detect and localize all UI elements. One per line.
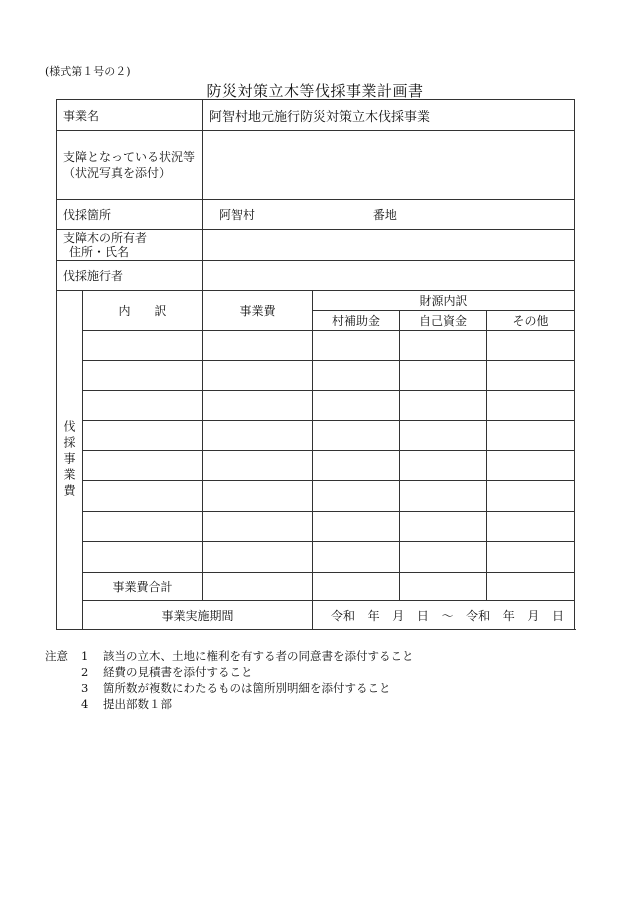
situation-label [57, 131, 203, 200]
cost-cell[interactable] [487, 451, 575, 481]
cost-cell[interactable] [400, 391, 487, 421]
cost-cell[interactable] [487, 542, 575, 573]
form-number-label: (様式第１号の２) [45, 65, 131, 78]
contractor-row [57, 261, 575, 291]
total-label: 事業費合計 [83, 573, 203, 601]
location-row [57, 200, 575, 230]
total-subsidy-cell[interactable] [313, 573, 400, 601]
cost-cell[interactable] [487, 421, 575, 451]
period-end-year: 年 [502, 608, 515, 623]
cost-cell[interactable] [83, 391, 203, 421]
project-name-value[interactable]: 阿智村地元施行防災対策立木伐採事業 [203, 100, 575, 131]
cost-cell[interactable] [83, 361, 203, 391]
cost-row [57, 361, 575, 391]
cost-cell[interactable] [400, 361, 487, 391]
cost-cell[interactable] [203, 391, 313, 421]
cost-cell[interactable] [203, 481, 313, 512]
situation-label-line2: （状況写真を添付） [63, 166, 172, 180]
period-start-era: 令和 [331, 608, 356, 623]
situation-label-line1: 支障となっている状況等 [63, 150, 196, 164]
location-village: 阿智村 [219, 208, 256, 222]
notes-section [45, 648, 414, 712]
owner-label-line1: 支障木の所有者 [63, 231, 148, 245]
cost-cell[interactable] [313, 481, 400, 512]
subsidy-header: 村補助金 [313, 311, 400, 331]
cost-row [57, 542, 575, 573]
cost-cell[interactable] [487, 391, 575, 421]
cost-cell[interactable] [203, 331, 313, 361]
cost-cell[interactable] [203, 361, 313, 391]
note-text: 該当の立木、土地に権利を有する者の同意書を添付すること [103, 649, 414, 663]
other-header: その他 [487, 311, 575, 331]
cost-cell[interactable] [400, 542, 487, 573]
cost-cell[interactable] [203, 421, 313, 451]
cost-cell[interactable] [487, 512, 575, 542]
notes-heading: 注意 [45, 649, 68, 663]
period-start-month: 月 [392, 608, 405, 623]
period-tilde: 〜 [441, 608, 454, 623]
cost-side-label: 伐採事業費 [57, 291, 83, 630]
situation-value[interactable] [203, 131, 575, 200]
plan-form-table [56, 99, 575, 630]
cost-cell[interactable] [313, 391, 400, 421]
cost-row [57, 421, 575, 451]
cost-cell[interactable] [313, 361, 400, 391]
period-start-day: 日 [416, 608, 429, 623]
cost-cell[interactable] [400, 421, 487, 451]
project-name-row [57, 100, 575, 131]
total-cost-cell[interactable] [203, 573, 313, 601]
cost-cell[interactable] [400, 481, 487, 512]
project-name-label: 事業名 [57, 100, 203, 131]
cost-cell[interactable] [487, 481, 575, 512]
cost-cell[interactable] [83, 421, 203, 451]
note-number: 1 [81, 649, 89, 663]
period-end-era: 令和 [466, 608, 491, 623]
owner-row [57, 230, 575, 261]
location-value[interactable] [203, 200, 575, 230]
period-end-month: 月 [527, 608, 540, 623]
note-number: 4 [81, 697, 89, 711]
cost-row [57, 391, 575, 421]
note-number: 3 [81, 681, 89, 695]
cost-row [57, 331, 575, 361]
cost-row [57, 451, 575, 481]
own-funds-header: 自己資金 [400, 311, 487, 331]
note-number: 2 [81, 665, 89, 679]
note-item [45, 680, 414, 696]
contractor-label: 伐採施行者 [57, 261, 203, 291]
cost-row [57, 481, 575, 512]
cost-row [57, 512, 575, 542]
owner-label [57, 230, 203, 261]
note-text: 経費の見積書を添付すること [103, 665, 253, 679]
funding-header: 財源内訳 [313, 291, 575, 311]
note-text: 箇所数が複数にわたるものは箇所別明細を添付すること [103, 681, 391, 695]
cost-cell[interactable] [313, 451, 400, 481]
cost-cell[interactable] [400, 512, 487, 542]
cost-cell[interactable] [203, 512, 313, 542]
cost-cell[interactable] [83, 481, 203, 512]
cost-cell[interactable] [313, 512, 400, 542]
cost-cell[interactable] [313, 542, 400, 573]
cost-header: 事業費 [203, 291, 313, 331]
cost-cell[interactable] [83, 451, 203, 481]
period-row [57, 601, 575, 630]
note-item [45, 696, 414, 712]
cost-cell[interactable] [313, 421, 400, 451]
period-end-day: 日 [552, 608, 565, 623]
total-own-cell[interactable] [400, 573, 487, 601]
cost-cell[interactable] [83, 331, 203, 361]
situation-row [57, 131, 575, 200]
period-label: 事業実施期間 [83, 601, 313, 630]
cost-header-row-1 [57, 291, 575, 311]
cost-cell[interactable] [400, 451, 487, 481]
location-label: 伐採箇所 [57, 200, 203, 230]
note-item [45, 664, 414, 680]
document-title: 防災対策立木等伐採事業計画書 [206, 82, 424, 100]
cost-cell[interactable] [83, 542, 203, 573]
total-other-cell[interactable] [487, 573, 575, 601]
period-value[interactable] [313, 601, 575, 630]
cost-cell[interactable] [400, 331, 487, 361]
owner-value[interactable] [203, 230, 575, 261]
note-text: 提出部数１部 [103, 697, 172, 711]
cost-cell[interactable] [487, 331, 575, 361]
cost-cell[interactable] [203, 451, 313, 481]
cost-cell[interactable] [203, 542, 313, 573]
cost-cell[interactable] [83, 512, 203, 542]
note-item [45, 648, 414, 664]
contractor-value[interactable] [203, 261, 575, 291]
period-start-year: 年 [367, 608, 380, 623]
cost-cell[interactable] [487, 361, 575, 391]
owner-label-line2: 住所・氏名 [69, 245, 130, 259]
total-row [57, 573, 575, 601]
location-banchi: 番地 [372, 208, 397, 222]
breakdown-header: 内 訳 [83, 291, 203, 331]
cost-cell[interactable] [313, 331, 400, 361]
